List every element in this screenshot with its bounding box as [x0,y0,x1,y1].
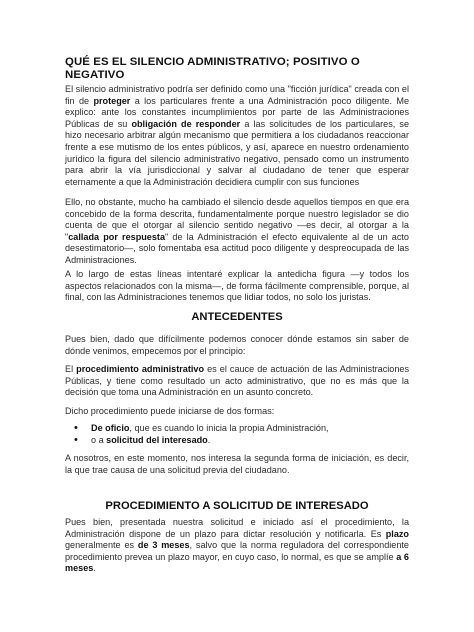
procedimiento-paragraph-1 [65,517,409,575]
bold-text: de 3 meses [137,540,190,551]
bold-text: proteger [93,95,131,106]
intro-paragraph-3: A lo largo de estas líneas intentaré explicar la antedicha figura —y todos los aspectos relacionados con la misma—, de forma fácilmente comprensible, porque, al final, con las Administraciones tenemos que lidiar todos, no solo los juristas. [65,269,409,303]
bold-text: plazo [385,528,409,539]
text-run: o a [91,435,107,446]
initiation-forms-list [65,422,409,447]
bold-text: obligación de responder [131,118,241,129]
section-heading-antecedentes: ANTECEDENTES [191,311,283,323]
antecedentes-paragraph-3: Dicho procedimiento puede iniciarse de dos formas: [65,406,275,416]
antecedentes-paragraph-2 [65,364,409,399]
page-title: QUÉ ES EL SILENCIO ADMINISTRATIVO; POSITIVO O NEGATIVO [65,56,360,81]
bold-text: procedimiento administrativo [76,364,205,374]
section-heading-procedimiento: PROCEDIMIENTO A SOLICITUD DE INTERESADO [105,500,369,512]
text-run: es el cauce de actuación de las Administraciones Públicas, y tiene como resultado un acto administrativo, que no es más que la decisión que toma una Administración en un asunto concreto. [65,364,409,398]
bold-text: callada por respuesta [68,231,165,242]
list-item [65,422,409,434]
text-run: a las solicitudes de los particulares, se hizo necesario arbitrar algún mecanismo que permitiera a los ciudadanos reaccionar frente a ese mutismo de los entes públicos, y así, aparece en nuestro ordenamiento jurídico la figura del silencio administrativo negativo, pensado como un instrumento para abrir la vía jurisdiccional y salvar al ciudadano de tener que esperar eternamente a que la Administración decidiera cumplir con sus funciones [65,118,410,187]
bold-text: solicitud del interesado [106,435,208,446]
text-run: , salvo que la norma reguladora del correspondiente procedimiento prevea un plazo mayor, en cuyo caso, lo normal, es que se amplíe [65,540,409,562]
text-run: a los particulares frente a una Administración poco diligente. Me explico: ante los constantes incumplimientos por parte de las Administraciones Públicas de su [65,95,410,129]
intro-paragraph-1 [65,84,409,188]
text-run: " de la Administración el efecto equivalente al de un acto desestimatorio—, solo fomentaba esa actitud poco diligente y despreocupada de las Administraciones. [65,231,409,265]
text-run: . [93,563,96,574]
bold-text: a 6 meses [65,551,409,574]
antecedentes-paragraph-4: A nosotros, en este momento, nos interesa la segunda forma de iniciación, es decir, la que trae causa de una solicitud previa del ciudadano. [65,453,409,475]
text-run: Pues bien, presentada nuestra solicitud e iniciado así el procedimiento, la Administración dispone de un plazo para dictar resolución y notificarla. Es [65,517,409,539]
text-run: . [207,435,211,446]
text-run: generalmente es [65,540,138,551]
antecedentes-paragraph-1: Pues bien, dado que difícilmente podemos conocer dónde estamos sin saber de dónde venimos, empecemos por el principio: [65,334,409,356]
text-run: El [65,364,77,374]
text-run: El silencio administrativo podría ser definido como una "ficción jurídica" creada con el fin de [65,84,409,106]
intro-paragraph-2 [65,197,409,267]
text-run: , que es cuando lo inicia la propia Administración, [129,423,329,433]
bold-text: De oficio [91,423,130,433]
list-item [65,434,409,446]
text-run: Ello, no obstante, mucho ha cambiado el silencio desde aquellos tiempos en que era concebido de la forma descrita, fundamentalmente porque nuestro legislador se dio cuenta de que el otorgar al silencio sentido negativo —es decir, al otorgar a la " [65,197,409,242]
